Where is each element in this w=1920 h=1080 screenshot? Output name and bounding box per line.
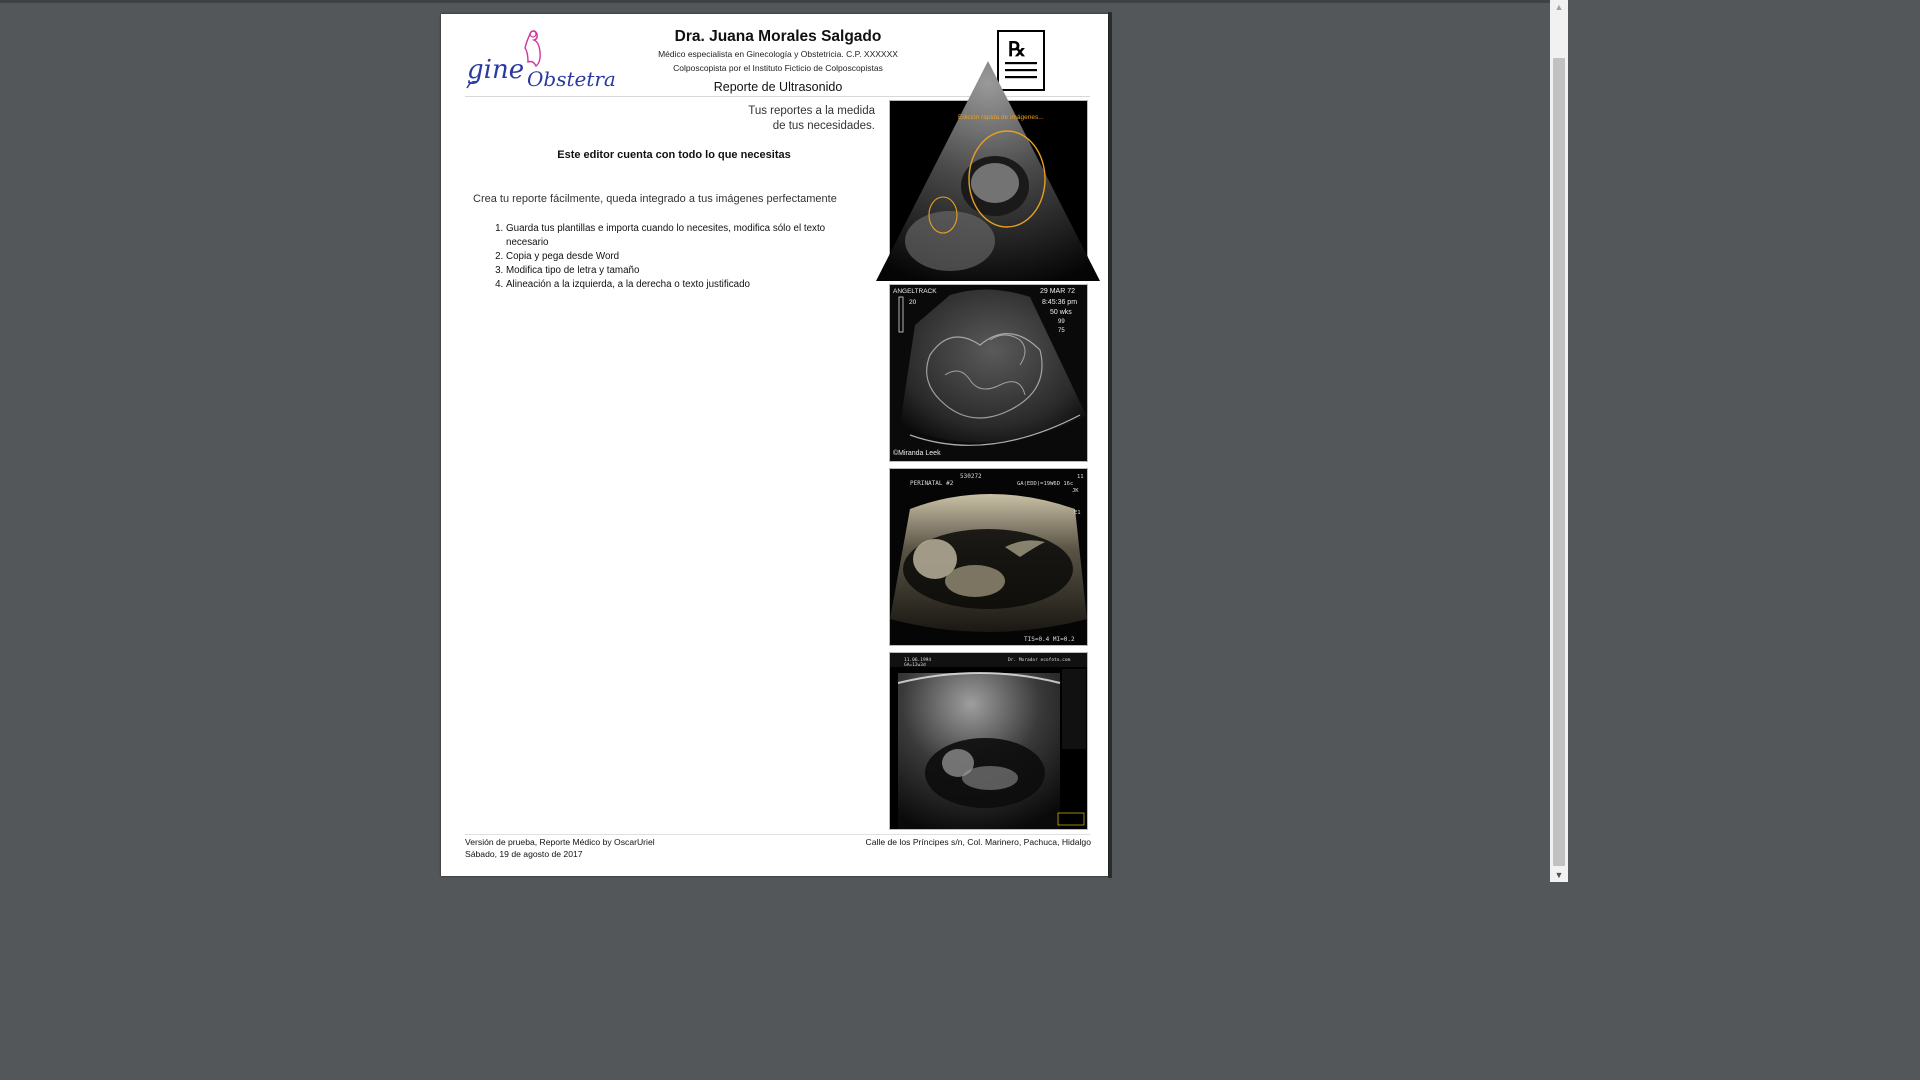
tagline [681, 104, 875, 134]
doctor-credential: Colposcopista por el Instituto Ficticio de Colposcopistas [673, 63, 883, 73]
list-item: 2. Copia y pega desde Word [506, 250, 866, 264]
image-credit: ©Miranda Leek [893, 450, 941, 457]
intro-paragraph: Crea tu reporte fácilmente, queda integrado a tus imágenes perfectamente [473, 193, 837, 205]
list-item: 3. Modifica tipo de letra y tamaño [506, 264, 866, 278]
report-page [441, 14, 1108, 876]
image-caption: Edición rápida de imágenes... [958, 114, 1044, 121]
image-label-scale: 20 [909, 299, 917, 306]
tagline-line-1: Tus reportes a la medida [748, 105, 875, 117]
footer-divider [465, 834, 1090, 835]
logo-text-obstetra: Obstetra [527, 67, 616, 91]
scroll-thumb[interactable] [1553, 58, 1565, 866]
scroll-up-arrow-icon[interactable]: ▲ [1554, 2, 1564, 12]
image-label-tis: TIS=0.4 MI=0.2 [1024, 636, 1075, 643]
image-label-id: 530272 [960, 473, 982, 480]
list-item: 4. Alineación a la izquierda, a la derecha o texto justificado [506, 278, 866, 292]
image-label-code: GA=12w3d [904, 663, 926, 668]
image-label-e1: E1 [1074, 510, 1081, 516]
image-label-perinatal: PERINATAL #2 [910, 480, 954, 487]
image-label-top-left: ANGELTRACK [893, 288, 937, 295]
image-label-weeks: 50 wks [1050, 309, 1072, 316]
footer-version: Versión de prueba, Reporte Médico by OscarUriel [465, 837, 655, 847]
toolbar-edge [0, 0, 1550, 3]
prescription-icon [997, 30, 1045, 91]
vertical-scrollbar[interactable] [1550, 0, 1568, 882]
image-label-ga: GA(EDD)=19W6D 16c [1017, 481, 1074, 487]
image-label-jk: JK [1072, 488, 1079, 494]
logo-text-gine: gine [467, 55, 525, 85]
ultrasound-image-4[interactable] [889, 652, 1088, 830]
report-title: Reporte de Ultrasonido [713, 80, 843, 94]
image-label-time: 8:45:36 pm [1042, 299, 1078, 306]
gineobstetra-logo [465, 28, 616, 94]
image-label-date: 29 MAR 72 [1040, 288, 1076, 295]
image-label-stat-1: 99 [1058, 319, 1065, 325]
tagline-line-2: de tus necesidades. [772, 120, 875, 132]
doctor-name: Dra. Juana Morales Salgado [674, 28, 882, 45]
image-label-clinic: Dr. Morador ecofoto.com [1008, 658, 1071, 663]
footer-date: Sábado, 19 de agosto de 2017 [465, 849, 583, 859]
section-heading: Este editor cuenta con todo lo que necesitas [557, 149, 791, 161]
rx-symbol: ℞ [1008, 37, 1026, 61]
feature-list [488, 222, 866, 292]
image-label-number: 11 [1077, 474, 1084, 480]
list-item: 1. Guarda tus plantillas e importa cuando lo necesites, modifica sólo el texto necesario [506, 222, 866, 250]
footer-address: Calle de los Príncipes s/n, Col. Marinero, Pachuca, Hidalgo [865, 837, 1091, 847]
doctor-specialty: Médico especialista en Ginecología y Obstetricia. C.P. XXXXXX [658, 49, 898, 59]
image-label-stat-2: 75 [1058, 328, 1065, 334]
image-label-date: 11.06.1994 [904, 658, 932, 663]
ultrasound-image-1[interactable] [889, 100, 1088, 278]
ultrasound-image-3[interactable] [889, 468, 1088, 646]
page-shadow [1108, 12, 1112, 878]
scroll-down-arrow-icon[interactable]: ▼ [1554, 870, 1564, 880]
ultrasound-image-2[interactable] [889, 284, 1088, 462]
